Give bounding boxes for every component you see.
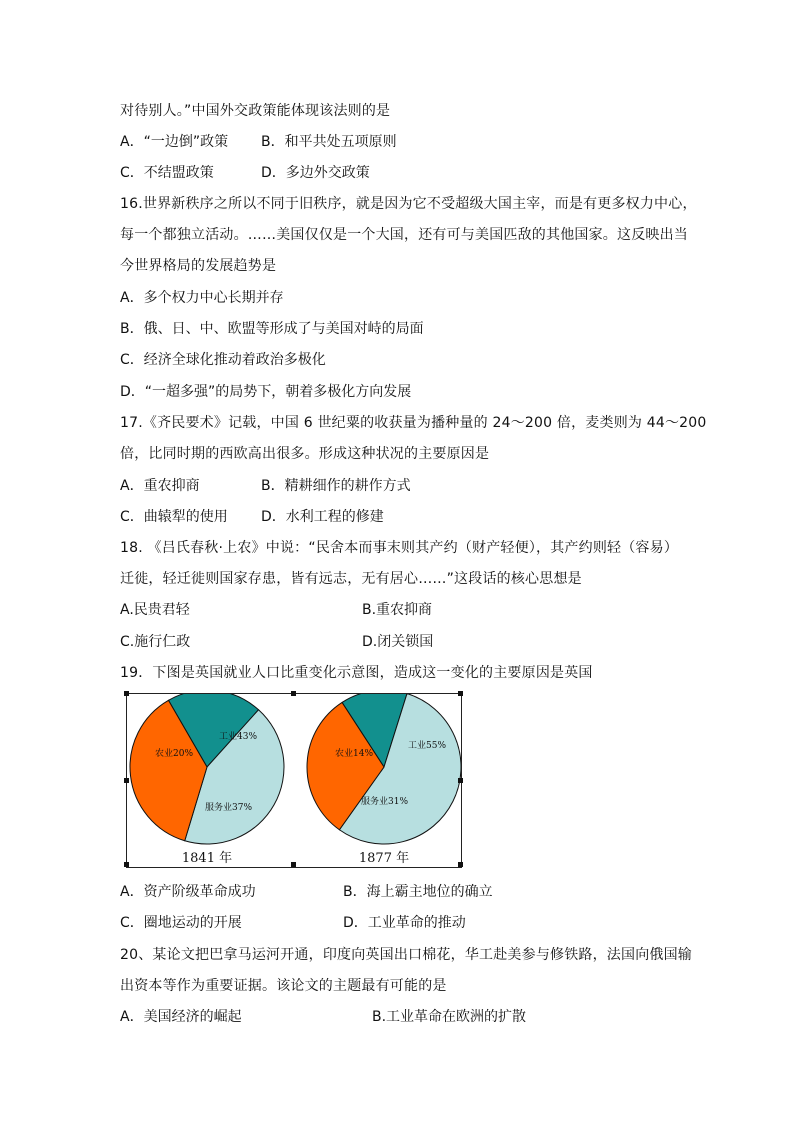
q16-option-a: A．多个权力中心长期并存 <box>120 290 284 306</box>
q16-stem-line-3: 今世界格局的发展趋势是 <box>120 258 277 274</box>
q17-option-a: A．重农抑商 <box>120 478 200 494</box>
q20-option-a: A．美国经济的崛起 <box>120 1009 242 1025</box>
q15-option-c: C．不结盟政策 <box>120 165 214 181</box>
resize-handle-top-middle[interactable] <box>291 691 296 696</box>
q17-stem-line-1: 17.《齐民要术》记载，中国 6 世纪粟的收获量为播种量的 24～200 倍，麦类则为 44～200 <box>120 415 707 431</box>
q15-option-b: B．和平共处五项原则 <box>261 134 397 150</box>
q16-stem-line-1: 16.世界新秩序之所以不同于旧秩序，就是因为它不受超级大国主宰，而是有更多权力中心， <box>120 196 697 212</box>
q17-option-c: C．曲辕犁的使用 <box>120 509 228 525</box>
q16-stem-line-2: 每一个都独立活动。……美国仅仅是一个大国，还有可与美国匹敌的其他国家。这反映出当 <box>120 227 688 243</box>
q16-option-d: D．“一超多强”的局势下，朝着多极化方向发展 <box>120 384 412 400</box>
pie-1-label-agriculture: 农业14% <box>335 749 374 759</box>
pie-1-label-service: 服务业31% <box>361 797 409 807</box>
pie-0-label-agriculture: 农业20% <box>155 749 194 759</box>
pie-0-label-industry: 工业43% <box>219 732 258 742</box>
q18-option-b: B.重农抑商 <box>362 602 433 618</box>
pie-0-label-service: 服务业37% <box>205 803 253 813</box>
pie-chart-figure[interactable] <box>126 693 462 868</box>
q19-option-a: A．资产阶级革命成功 <box>120 884 256 900</box>
q16-option-b: B．俄、日、中、欧盟等形成了与美国对峙的局面 <box>120 321 424 337</box>
resize-handle-top-left[interactable] <box>124 691 129 696</box>
q19-option-d: D．工业革命的推动 <box>343 915 466 931</box>
resize-handle-bottom-middle[interactable] <box>291 862 296 867</box>
q15-stem-end: 对待别人。”中国外交政策能体现该法则的是 <box>120 103 391 119</box>
resize-handle-middle-left[interactable] <box>124 778 129 783</box>
resize-handle-top-right[interactable] <box>458 691 463 696</box>
q15-option-a: A．“一边倒”政策 <box>120 134 229 150</box>
q19-option-c: C．圈地运动的开展 <box>120 915 242 931</box>
resize-handle-bottom-left[interactable] <box>124 862 129 867</box>
q19-stem: 19．下图是英国就业人口比重变化示意图，造成这一变化的主要原因是英国 <box>120 665 593 681</box>
q20-stem-line-2: 出资本等作为重要证据。该论文的主题最有可能的是 <box>120 978 447 994</box>
pie-charts-svg <box>127 694 461 867</box>
resize-handle-middle-right[interactable] <box>458 778 463 783</box>
q20-stem-line-1: 20、某论文把巴拿马运河开通，印度向英国出口棉花，华工赴美参与修铁路，法国向俄国输 <box>120 947 693 963</box>
q17-option-b: B．精耕细作的耕作方式 <box>261 478 411 494</box>
q15-option-d: D．多边外交政策 <box>261 165 370 181</box>
q17-option-d: D．水利工程的修建 <box>261 509 384 525</box>
q18-option-c: C.施行仁政 <box>120 634 191 650</box>
pie-1-title: 1877 年 <box>358 851 410 866</box>
pie-1-label-industry: 工业55% <box>408 741 447 751</box>
q16-option-c: C．经济全球化推动着政治多极化 <box>120 352 326 368</box>
q19-option-b: B．海上霸主地位的确立 <box>343 884 493 900</box>
q18-stem-line-1: 18. 《吕氏春秋·上农》中说：“民舍本而事末则其产约（财产轻便），其产约则轻（容易） <box>120 540 679 556</box>
q18-stem-line-2: 迁徙，轻迁徙则国家存患，皆有远志，无有居心……”这段话的核心思想是 <box>120 571 582 587</box>
pie-0-title: 1841 年 <box>181 851 233 866</box>
q17-stem-line-2: 倍，比同时期的西欧高出很多。形成这种状况的主要原因是 <box>120 446 490 462</box>
q18-option-d: D.闭关锁国 <box>362 634 434 650</box>
resize-handle-bottom-right[interactable] <box>458 862 463 867</box>
q18-option-a: A.民贵君轻 <box>120 602 190 618</box>
q20-option-b: B.工业革命在欧洲的扩散 <box>372 1009 527 1025</box>
